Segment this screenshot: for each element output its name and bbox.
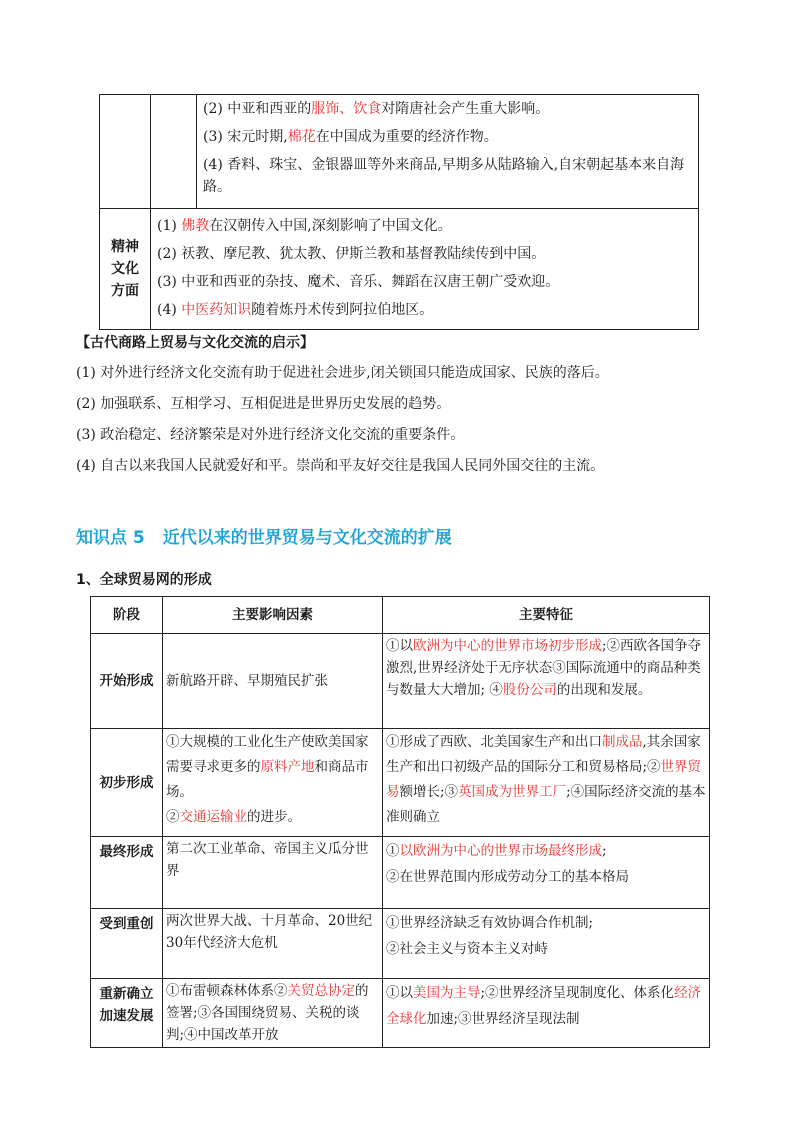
stage-cell: 受到重创 (91, 909, 163, 979)
spiritual-item (157, 299, 692, 321)
factors-cell (163, 729, 383, 837)
feature-item (386, 730, 706, 830)
highlight-text: 英国成为世界工厂 (458, 784, 567, 800)
text-segment: (2) 祆教、摩尼教、犹太教、伊斯兰教和基督教陆续传到中国。 (157, 246, 546, 262)
features-cell (383, 729, 710, 837)
text-segment: ②社会主义与资本主义对峙 (386, 941, 548, 957)
material-item (203, 154, 694, 198)
spiritual-items-cell (151, 209, 699, 330)
text-segment: ;②西欧各国争夺激烈,世界经济处于无序状态③国际流通中的商品种类与数量大大增加; ④ (386, 638, 702, 698)
text-segment: ②在世界范围内形成劳动分工的基本格局 (386, 869, 629, 885)
text-segment: 在中国成为重要的经济作物。 (315, 129, 498, 145)
text-segment: 额增长;③ (399, 784, 459, 800)
features-cell (383, 979, 710, 1048)
text-segment: (2) 中亚和西亚的 (203, 101, 312, 117)
factor-item (166, 838, 379, 882)
features-cell (383, 837, 710, 909)
text-segment: ,其余国家生产和出口初级产品的国际分工和贸易格局;② (386, 734, 701, 775)
spiritual-item (157, 215, 692, 237)
text-segment: 的进步。 (247, 809, 301, 825)
features-cell (383, 634, 710, 729)
spiritual-culture-row (100, 209, 699, 330)
text-segment: 两次世界大战、十月革命、20世纪30年代经济大危机 (166, 913, 373, 951)
insight-item: (2) 加强联系、互相学习、互相促进是世界历史发展的趋势。 (76, 396, 451, 412)
insight-item: (4) 自古以来我国人民就爱好和平。崇尚和平友好交往是我国人民同外国交往的主流。 (76, 458, 605, 474)
features-cell (383, 909, 710, 979)
text-segment: 对隋唐社会产生重大影响。 (381, 101, 550, 117)
material-item (203, 98, 694, 120)
table-row (91, 837, 710, 909)
material-items-cell (197, 95, 699, 209)
feature-item (386, 910, 706, 936)
text-segment: 第二次工业革命、帝国主义瓜分世界 (166, 841, 369, 879)
text-segment: ①形成了西欧、北美国家生产和出口 (386, 734, 602, 750)
highlight-text: 欧洲为中心的世界市场初步形成 (413, 638, 602, 654)
factor-item (166, 980, 379, 1046)
text-segment: (3) 宋元时期, (203, 129, 288, 145)
text-segment: 的签署;③各国围绕贸易、关税的谈判;④中国改革开放 (166, 983, 369, 1043)
text-segment: (3) 中亚和西亚的杂技、魔术、音乐、舞蹈在汉唐王朝广受欢迎。 (157, 274, 560, 290)
header-stage: 阶段 (91, 597, 163, 634)
stage-cell: 初步形成 (91, 729, 163, 837)
insights-heading: 【古代商路上贸易与文化交流的启示】 (76, 335, 314, 351)
text-segment: ①以 (386, 985, 413, 1001)
feature-item (386, 936, 706, 962)
highlight-text: 服饰、饮食 (311, 101, 382, 117)
spiritual-item (157, 271, 692, 293)
material-item (203, 126, 694, 148)
section-title-text: 近代以来的世界贸易与文化交流的扩展 (162, 528, 452, 548)
highlight-text: 以欧洲为中心的世界市场最终形成 (399, 843, 602, 859)
stage-cell: 开始形成 (91, 634, 163, 729)
subcategory-cell (151, 95, 197, 209)
highlight-text: 关贸总协定 (287, 983, 355, 999)
insight-item: (1) 对外进行经济文化交流有助于促进社会进步,闭关锁国只能造成国家、民族的落后。 (76, 365, 609, 381)
text-segment: (4) 香料、珠宝、金银器皿等外来商品,早期多从陆路输入,自宋朝起基本来自海路。 (203, 157, 685, 195)
table-row (91, 979, 710, 1048)
highlight-text: 佛教 (181, 218, 210, 234)
top-table (99, 94, 699, 330)
text-segment: (1) (157, 218, 182, 234)
spiritual-culture-label: 精神文化方面 (100, 209, 151, 330)
category-cell (100, 95, 151, 209)
text-segment: ①布雷顿森林体系② (166, 983, 288, 999)
table-row (91, 729, 710, 837)
text-segment: 的出现和发展。 (556, 682, 652, 698)
factors-cell (163, 909, 383, 979)
highlight-text: 制成品 (602, 734, 643, 750)
feature-item (386, 980, 706, 1032)
text-segment: (4) (157, 302, 182, 318)
factors-cell (163, 634, 383, 729)
text-segment: 在汉朝传入中国,深刻影响了中国文化。 (209, 218, 452, 234)
sub-heading: 1、全球贸易网的形成 (76, 572, 212, 588)
text-segment: ①大规模的工业化生产使欧美国家需要寻求更多的 (166, 734, 369, 775)
factor-item (166, 730, 379, 805)
spiritual-item (157, 243, 692, 265)
feature-item (386, 864, 706, 890)
highlight-text: 美国为主导 (413, 985, 481, 1001)
factor-item (166, 910, 379, 954)
insight-item: (3) 政治稳定、经济繁荣是对外进行经济文化交流的重要条件。 (76, 427, 465, 443)
stages-table (90, 596, 710, 1048)
text-segment: 和商品市场。 (166, 759, 369, 800)
highlight-text: 世界贸易 (386, 759, 702, 800)
highlight-text: 原料产地 (260, 759, 315, 775)
factors-cell (163, 837, 383, 909)
table-row (91, 634, 710, 729)
stage-cell: 最终形成 (91, 837, 163, 909)
feature-item (386, 635, 706, 701)
text-segment: ;②世界经济呈现制度化、体系化 (480, 985, 675, 1001)
factor-item (166, 670, 379, 692)
highlight-text: 中医药知识 (181, 302, 252, 318)
highlight-text: 棉花 (287, 129, 316, 145)
text-segment: ;④国际经济交流的基本准则确立 (386, 784, 706, 825)
factors-cell (163, 979, 383, 1048)
section-title (76, 523, 452, 548)
header-features: 主要特征 (383, 597, 710, 634)
highlight-text: 交通运输业 (179, 809, 247, 825)
text-segment: ① (386, 843, 400, 859)
feature-item (386, 838, 706, 864)
section-number: 知识点 5 (76, 528, 145, 548)
highlight-text: 股份公司 (502, 682, 557, 698)
text-segment: ② (166, 809, 180, 825)
table-row (91, 909, 710, 979)
material-culture-row (100, 95, 699, 209)
stage-cell: 重新确立加速发展 (91, 979, 163, 1048)
factor-item (166, 805, 379, 830)
text-segment: 新航路开辟、早期殖民扩张 (166, 673, 328, 689)
highlight-text: 经济全球化 (386, 985, 702, 1027)
text-segment: ; (602, 843, 607, 859)
text-segment: 随着炼丹术传到阿拉伯地区。 (251, 302, 434, 318)
header-factors: 主要影响因素 (163, 597, 383, 634)
text-segment: ①世界经济缺乏有效协调合作机制; (386, 915, 594, 931)
text-segment: 加速;③世界经济呈现法制 (426, 1011, 580, 1027)
table-header-row (91, 597, 710, 634)
text-segment: ①以 (386, 638, 413, 654)
